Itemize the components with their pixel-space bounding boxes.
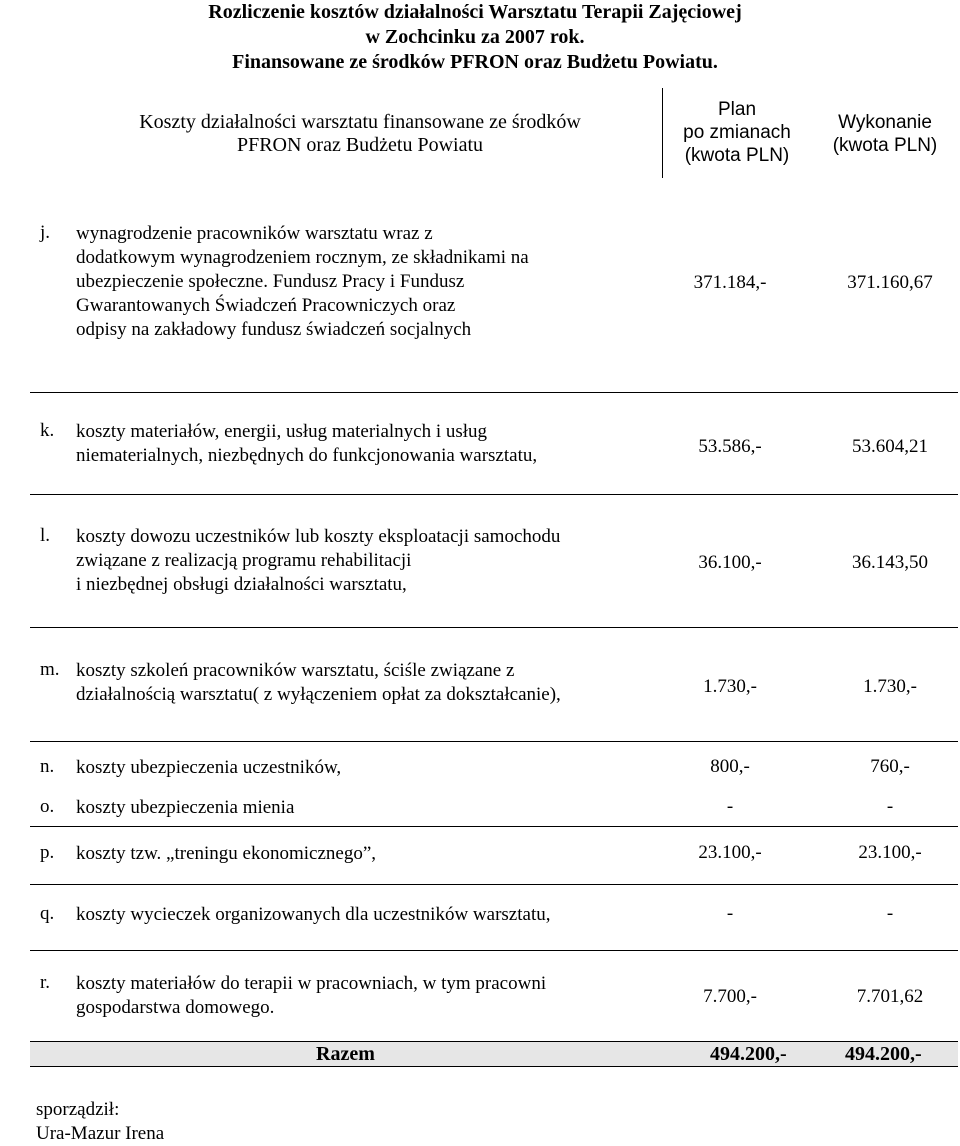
total-plan-value: 494.200,- xyxy=(710,1043,787,1065)
header-execution-line-1: Wykonanie xyxy=(838,112,932,133)
execution-value: 1.730,- xyxy=(863,676,917,697)
row-letter: o. xyxy=(40,796,55,817)
header-description xyxy=(60,111,660,157)
header-execution xyxy=(815,111,955,157)
header-description-line-2: PFRON oraz Budżetu Powiatu xyxy=(236,134,484,156)
row-description-line: koszty ubezpieczenia mienia xyxy=(76,797,295,818)
row-description xyxy=(76,420,666,468)
row-description-line: i niezbędnej obsługi działalności warsztatu, xyxy=(76,574,407,595)
row-description-line: koszty ubezpieczenia uczestników, xyxy=(76,757,342,778)
row-letter: q. xyxy=(40,903,55,924)
execution-value: 36.143,50 xyxy=(852,552,928,573)
row-description-line: koszty szkoleń pracowników warsztatu, ściśle związane z xyxy=(76,660,515,681)
row-description-line: koszty wycieczek organizowanych dla uczestników warsztatu, xyxy=(76,904,551,925)
header-plan-line-3: (kwota PLN) xyxy=(684,145,790,166)
total-row-background xyxy=(30,1042,958,1066)
row-description-line: związane z realizacją programu rehabilitacji xyxy=(76,550,412,571)
execution-value: 760,- xyxy=(870,756,910,777)
row-letter: l. xyxy=(40,525,51,546)
plan-value: 36.100,- xyxy=(698,552,762,573)
row-letter: j. xyxy=(40,222,51,243)
execution-value: 7.701,62 xyxy=(856,986,924,1007)
plan-value: 800,- xyxy=(710,756,750,777)
total-execution-value: 494.200,- xyxy=(845,1043,922,1065)
row-description-line: koszty materiałów, energii, usług materialnych i usług xyxy=(76,421,488,442)
title-line-1: Rozliczenie kosztów działalności Warsztatu Terapii Zajęciowej xyxy=(208,1,742,23)
row-description-line: koszty tzw. „treningu ekonomicznego”, xyxy=(76,843,377,864)
row-description-line: wynagrodzenie pracowników warsztatu wraz z xyxy=(76,223,433,244)
row-description xyxy=(76,222,666,342)
header-description-line-1: Koszty działalności warsztatu finansowane ze środków xyxy=(139,111,581,133)
title-line-2: w Zochcinku za 2007 rok. xyxy=(365,26,585,48)
row-description-line: Gwarantowanych Świadczeń Pracowniczych oraz xyxy=(76,295,456,316)
header-plan xyxy=(672,98,802,167)
row-description xyxy=(76,903,666,927)
row-description xyxy=(76,756,666,780)
row-divider xyxy=(30,826,958,827)
row-letter: r. xyxy=(40,972,51,993)
execution-value: 23.100,- xyxy=(858,842,922,863)
row-description-line: koszty dowozu uczestników lub koszty eksploatacji samochodu xyxy=(76,526,561,547)
header-plan-line-1: Plan xyxy=(717,99,757,120)
plan-value: - xyxy=(726,796,734,817)
row-divider xyxy=(30,494,958,495)
title-line-3: Finansowane ze środków PFRON oraz Budżetu Powiatu. xyxy=(232,51,718,73)
row-divider xyxy=(30,950,958,951)
plan-value: 23.100,- xyxy=(698,842,762,863)
header-divider xyxy=(662,88,663,178)
header-plan-line-2: po zmianach xyxy=(683,122,791,143)
row-description-line: koszty materiałów do terapii w pracowniach, w tym pracowni xyxy=(76,973,547,994)
signature-label: sporządził: xyxy=(36,1099,120,1120)
plan-value: 371.184,- xyxy=(693,272,767,293)
row-description xyxy=(76,972,666,1020)
row-description-line: odpisy na zakładowy fundusz świadczeń socjalnych xyxy=(76,319,472,340)
row-letter: n. xyxy=(40,756,55,777)
row-letter: k. xyxy=(40,420,55,441)
plan-value: 1.730,- xyxy=(703,676,757,697)
plan-value: 7.700,- xyxy=(703,986,757,1007)
row-description xyxy=(76,796,666,820)
header-execution-line-2: (kwota PLN) xyxy=(832,135,938,156)
row-description xyxy=(76,842,666,866)
row-description xyxy=(76,659,666,707)
execution-value: 53.604,21 xyxy=(852,436,928,457)
row-description-line: niematerialnych, niezbędnych do funkcjonowania warsztatu, xyxy=(76,445,538,466)
row-description-line: gospodarstwa domowego. xyxy=(76,997,275,1018)
row-letter: p. xyxy=(40,842,55,863)
execution-value: - xyxy=(886,796,894,817)
row-description-line: dodatkowym wynagrodzeniem rocznym, ze składnikami na xyxy=(76,247,529,268)
signature-name: Ura-Mazur Irena xyxy=(36,1123,165,1144)
plan-value: 53.586,- xyxy=(698,436,762,457)
row-divider xyxy=(30,1066,958,1067)
row-letter: m. xyxy=(40,659,60,680)
execution-value: 371.160,67 xyxy=(847,272,933,293)
row-divider xyxy=(30,392,958,393)
row-description-line: działalnością warsztatu( z wyłączeniem opłat za dokształcanie), xyxy=(76,684,561,705)
total-label: Razem xyxy=(316,1043,375,1065)
plan-value: - xyxy=(726,903,734,924)
row-description xyxy=(76,525,666,597)
row-description-line: ubezpieczenie społeczne. Fundusz Pracy i Fundusz xyxy=(76,271,465,292)
row-divider xyxy=(30,884,958,885)
row-divider xyxy=(30,741,958,742)
execution-value: - xyxy=(886,903,894,924)
document-title xyxy=(0,0,950,75)
row-divider xyxy=(30,627,958,628)
signature-block xyxy=(36,1098,164,1146)
